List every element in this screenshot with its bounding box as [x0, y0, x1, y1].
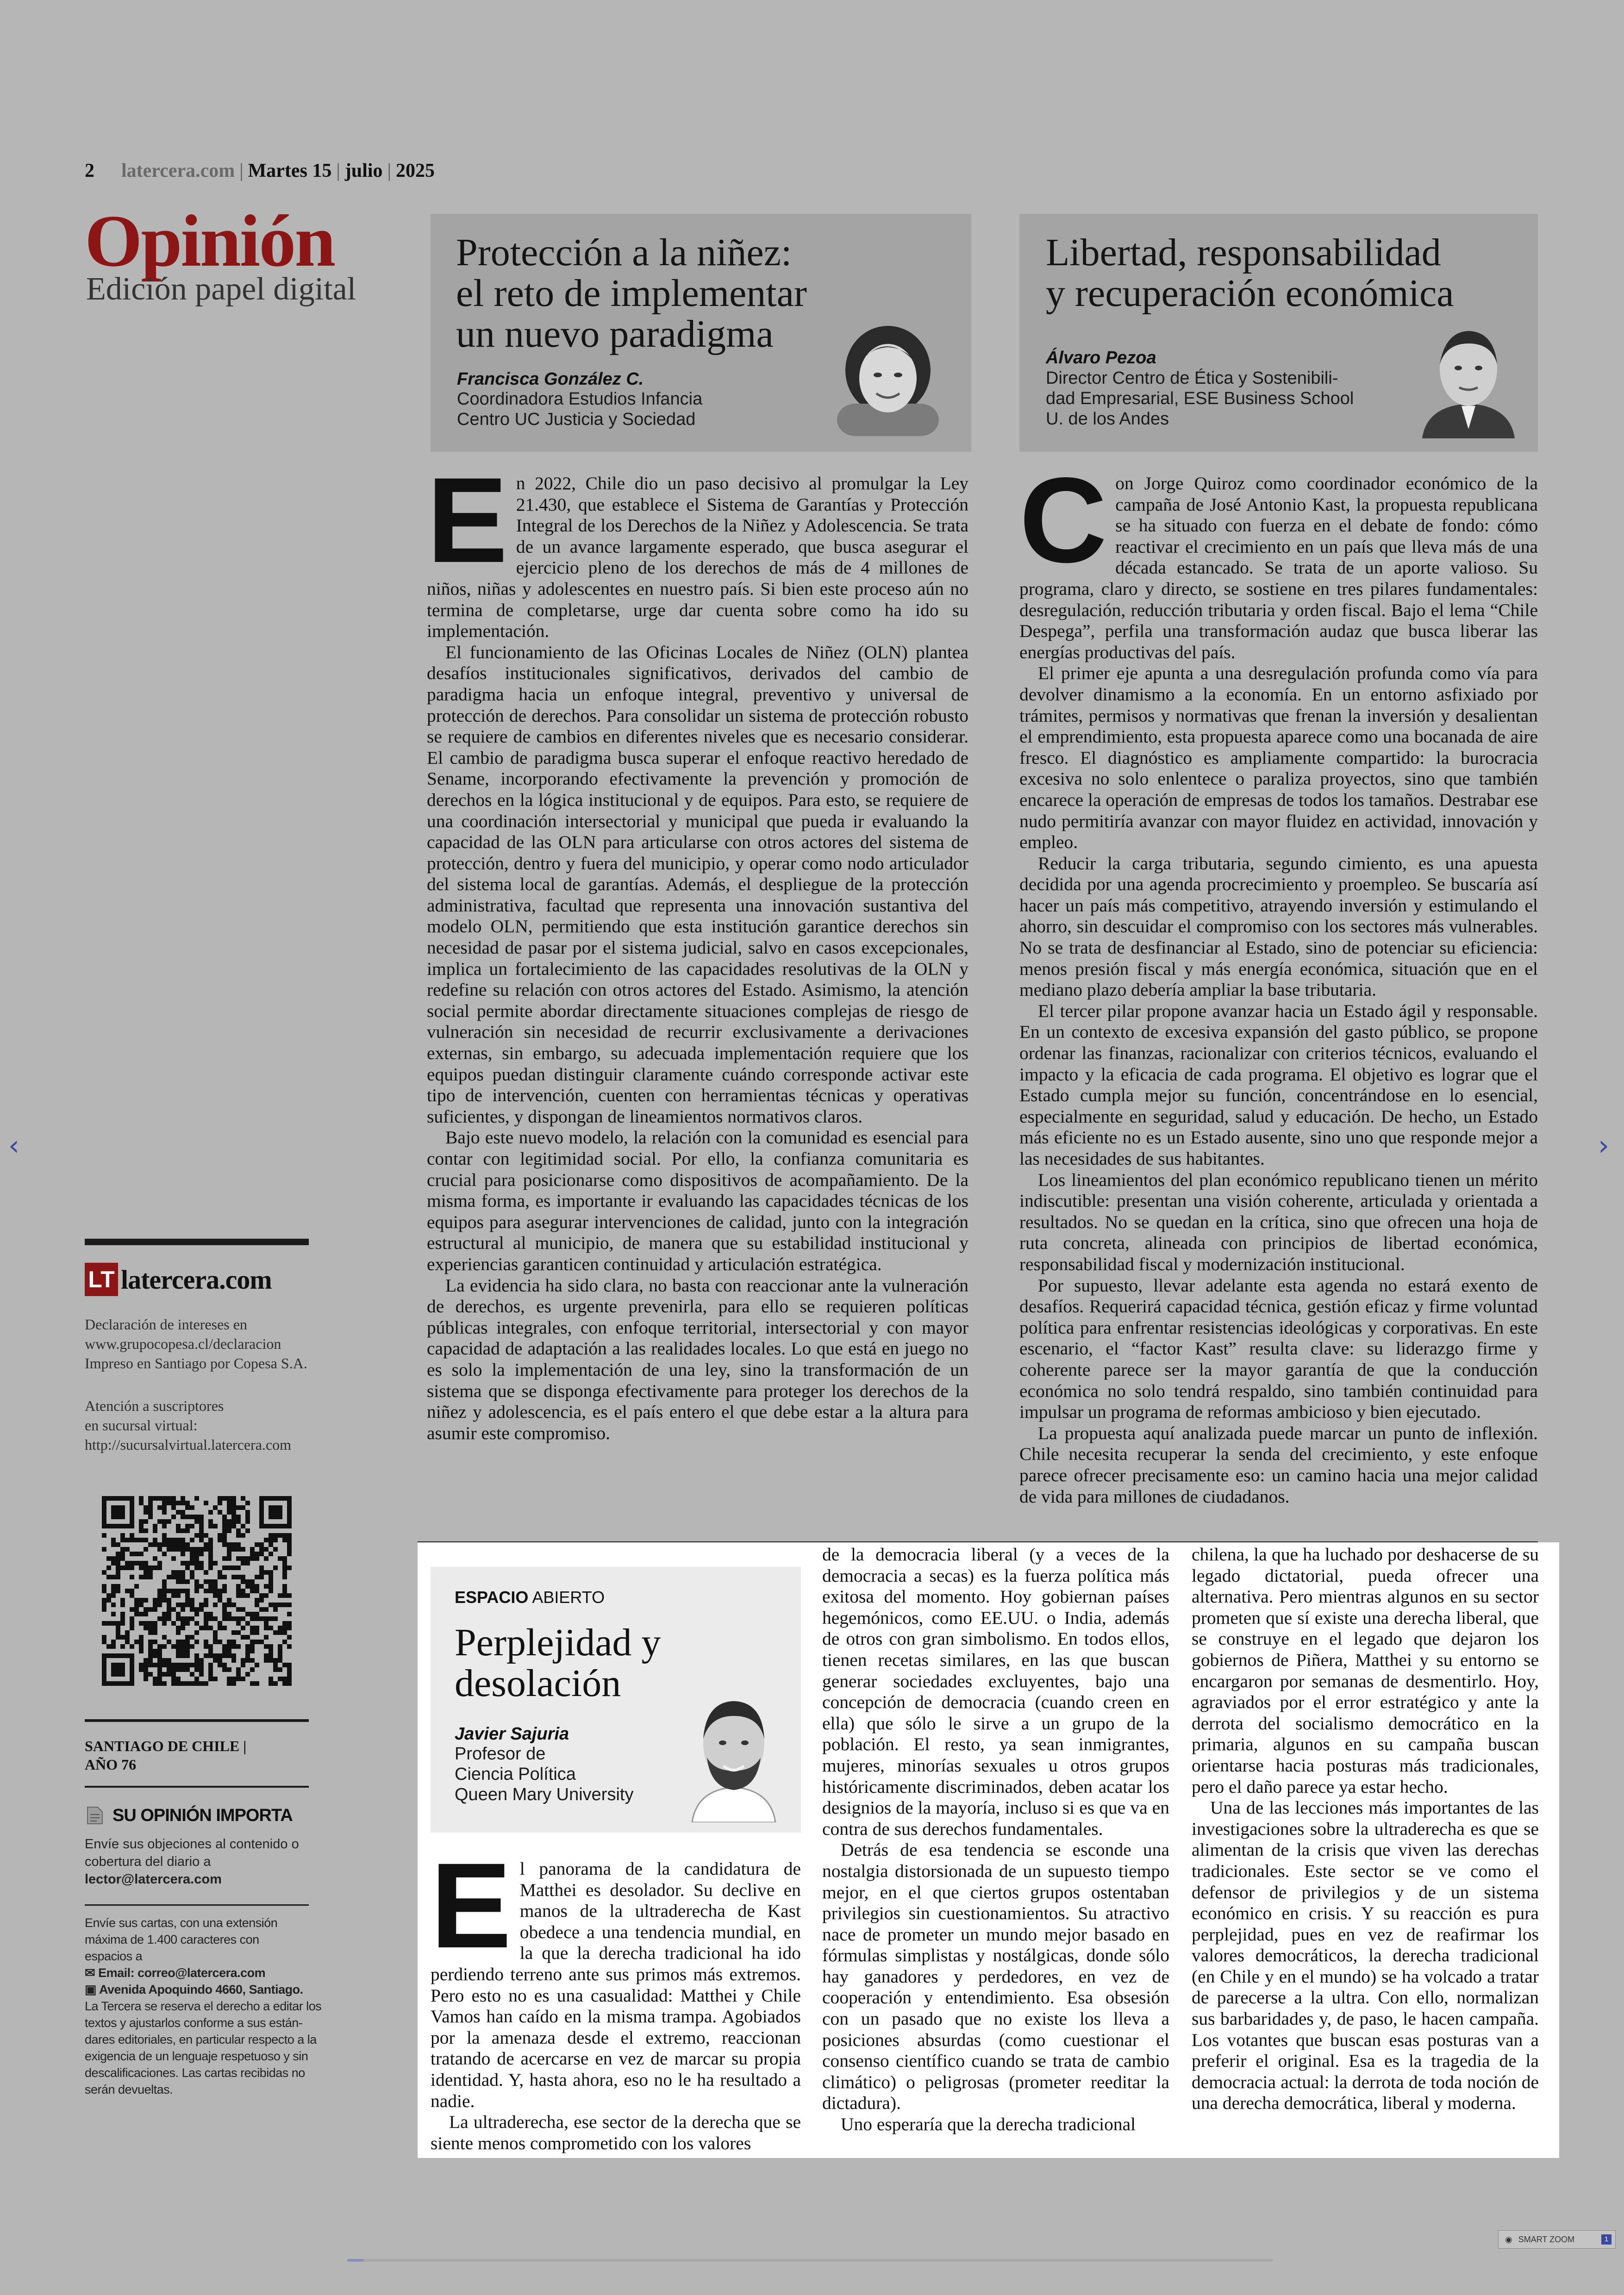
sidebar-rule: [85, 1904, 309, 1906]
subscribers-text: Atención a suscriptores en sucursal virtual: http://sucursalvirtual.latercera.com: [85, 1397, 292, 1453]
article1-author: Francisca González C.: [457, 369, 644, 389]
article1-header: [431, 214, 971, 452]
author-portrait-francisca: [828, 320, 948, 436]
smart-zoom-button[interactable]: ◉ SMART ZOOM 1: [1498, 2230, 1616, 2249]
article2-title: Libertad, responsabilidad y recuperación económica: [1046, 231, 1454, 315]
sidebar-top-rule: [85, 1239, 309, 1245]
article3-column-3: [1192, 1544, 1539, 2155]
article3-author: Javier Sajuria: [455, 1724, 569, 1744]
article2-role: Director Centro de Ética y Sostenibili- dad Empresarial, ESE Business School U. de los Andes: [1046, 368, 1354, 429]
article2-author: Álvaro Pezoa: [1046, 348, 1156, 368]
article1-role: Coordinadora Estudios Infancia Centro UC Justicia y Sociedad: [457, 389, 703, 429]
article3-header: [431, 1567, 801, 1833]
qr-code-icon[interactable]: [97, 1491, 296, 1690]
letters-address: ▣ Avenida Apoquindo 4660, Santiago.: [85, 1983, 303, 1996]
article2-paragraph: Por supuesto, llevar adelante esta agenda no estará exento de desafíos. Requerirá capacidad técnica, gestión eficaz y firme voluntad política para enfrentar resistencias ideológicas y corporativas. En este escenario, el “factor Kast” resulta clave: su liderazgo firme y coherente parece ser la mayor garantía de que la conducción económica no solo tendrá respaldo, sino también continuidad para impulsar un programa de reformas ambicioso y bien ejecutado.: [1019, 1275, 1538, 1422]
header-month: julio: [344, 160, 383, 181]
document-icon: [85, 1805, 105, 1826]
article3-title: Perplejidad y desolación: [455, 1621, 661, 1705]
page-number: 2: [85, 160, 94, 181]
drop-cap: E: [431, 1838, 512, 1973]
article3-column-2: [822, 1544, 1169, 2155]
article2-paragraph: El primer eje apunta a una desregulación profunda como vía para devolver dinamismo a la economía. En un entorno asfixiado por trámites, permisos y normativas que frenan la inversión y desalientan el emprendimiento, esta propuesta aparece como una bocanada de aire fresco. El diagnóstico es ampliamente compartido: la burocracia excesiva no solo enlentece o paraliza proyectos, sino que también encarece la operación de empresas de todos los tamaños. Destrabar ese nudo permitiría avanzar con mayor fluidez en actividad, innovación y empleo.: [1019, 663, 1538, 853]
letters-text: Envíe sus cartas, con una extensión máxima de 1.400 caracteres con espacios a ✉ Email: correo@latercera.com ▣ Avenida Apoquindo 4660, Santiago. La Tercera se reserva el derecho a editar los textos y ajustarlos conforme a sus están- dares editoriales, en particular respecto a la exigencia de un lenguaje respetuoso y sin descalificaciones. Las cartas recibidas no serán devueltas.: [85, 1916, 322, 2096]
article2-paragraph: El tercer pilar propone avanzar hacia un Estado ágil y responsable. En un contexto de excesiva expansión del gasto público, se propone ordenar las finanzas, racionalizar con criterios técnicos, evaluando el impacto y la eficacia de cada programa. El objetivo es lograr que el Estado cumpla mejor su función, concentrándose en lo esencial, especialmente en seguridad, salud y educación. De hecho, un Estado más eficiente no es un Estado ausente, sino uno que responde mejor a las necesidades de sus habitantes.: [1019, 1000, 1538, 1169]
latercera-logo: [85, 1263, 344, 1300]
city-year: SANTIAGO DE CHILE | AÑO 76: [85, 1738, 247, 1773]
page-header: 2 latercera.com | Martes 15 | julio | 2025: [85, 160, 435, 181]
article3-paragraph: La ultraderecha, ese sector de la derecha que se siente menos comprometido con los valores: [431, 2112, 801, 2153]
article3-paragraph: Detrás de esa tendencia se esconde una nostalgia distorsionada de un supuesto tiempo mejor, en el que ciertos grupos ostentaban privilegios sin cuestionamientos. Su atractivo nace de prometer un mundo mejor basado en fórmulas simplistas y nostálgicas, donde sólo hay ganadores y perdedores, en vez de cooperación y entendimiento. Esa obsesión con un pasado que no existe los lleva a posiciones absurdas (como cuestionar el consenso científico cuando se trata de cambio climático) o peligrosas (prometer reeditar la dictadura).: [822, 1840, 1169, 2114]
article2-header: [1019, 214, 1538, 452]
lt-logo-box: LT: [85, 1263, 118, 1296]
scrollbar-thumb[interactable]: [347, 2259, 364, 2262]
article1-paragraph: El funcionamiento de las Oficinas Locales de Niñez (OLN) plantea desafíos institucionales significativos, derivados del cambio de paradigma hacia un enfoque integral, preventivo y universal de protección de derechos. Para consolidar un sistema de protección robusto se requiere de cambios en diferentes niveles que es necesario considerar. El cambio de paradigma busca superar el enfoque reactivo heredado de Sename, incorporando efectivamente la prevención y promoción de derechos en la lógica institucional y de equipos. Para esto, se requiere de una coordinación intersectorial y municipal que pueda ir evaluando la capacidad de las OLN para articularse con otros actores del sistema de protección, dentro y fuera del municipio, y operar como nodo articulador del sistema local de garantías. Además, el despliegue de la protección administrativa, facultad que representa una innovación sustantiva del modelo OLN, permitiendo que esta institución garantice derechos sin necesidad de pasar por el sistema judicial, salvo en casos excepcionales, implica un fortalecimiento de las capacidades resolutivas de la OLN y redefine su relación con otros actores del Estado. Asimismo, la atención social permite abordar directamente situaciones complejas de riesgo de vulneración sin necesidad de recurrir exclusivamente a derivaciones externas, sin embargo, su adecuada implementación requiere que los equipos puedan distinguir claramente cuándo corresponde activar este tipo de intervención, cuenten con herramientas técnicas y operativas suficientes, y dispongan de lineamientos normativos claros.: [427, 642, 968, 1127]
declaration-text: Declaración de intereses en www.grupocopesa.cl/declaracion Impreso en Santiago por Copesa S.A.: [85, 1316, 307, 1372]
sidebar-rule: [85, 1786, 309, 1788]
article1-paragraph: En 2022, Chile dio un paso decisivo al promulgar la Ley 21.430, que establece el Sistema de Garantías y Protección Integral de los Derechos de la Niñez y Adolescencia. Se trata de un avance largamente esperado, que busca asegurar el ejercicio pleno de los derechos de más de 4 millones de niños, niñas y adolescentes en nuestro país. Si bien este proceso aún no termina de completarse, urge dar cuenta sobre como ha ido su implementación.: [427, 452, 968, 642]
opinion-text: Envíe sus objeciones al contenido o cobertura del diario a lector@latercera.com: [85, 1835, 299, 1888]
article1-paragraph: Bajo este nuevo modelo, la relación con la comunidad es esencial para contar con legitimidad social. Por ello, la confianza comunitaria es crucial para posicionarse como dispositivos de acompañamiento. De la misma forma, es importante ir evaluando las capacidades técnicas de los equipos para asegurar intervenciones de calidad, junto con la integración estructural al municipio, de manera que su estabilidad institucional y experiencias garanticen continuidad y articulación estratégica.: [427, 1127, 968, 1274]
article2-paragraph: Los lineamientos del plan económico republicano tienen un mérito indiscutible: presentan una visión coherente, articulada y orientada a resultados. No se quedan en la crítica, sino que ofrecen una hoja de ruta concreta, alineada con principios de libertad económica, responsabilidad fiscal y modernización institucional.: [1019, 1169, 1538, 1274]
article1-paragraph: La evidencia ha sido clara, no basta con reaccionar ante la vulneración de derechos, es urgente prevenirla, para ello se requieren políticas públicas integrales, con enfoque territorial, intersectorial y con mayor capacidad de adaptación a las realidades locales. Lo que está en juego no es solo la implementación de una ley, sino la transformación de un sistema que se disponga efectivamente para proteger los derechos de la niñez y adolescencia, es el país entero el que debe estar a la altura para asumir este compromiso.: [427, 1275, 968, 1443]
smart-zoom-badge: 1: [1601, 2234, 1612, 2245]
drop-cap: C: [1019, 452, 1107, 588]
section-subtitle: Edición papel digital: [86, 271, 356, 307]
site-name: latercera.com: [121, 160, 235, 181]
header-weekday: Martes 15: [248, 160, 332, 181]
article3-kicker: ESPACIO ABIERTO: [455, 1588, 605, 1607]
section-title: Opinión: [85, 200, 335, 282]
opinion-heading: SU OPINIÓN IMPORTA: [85, 1805, 293, 1826]
article2-paragraph: Con Jorge Quiroz como coordinador económico de la campaña de José Antonio Kast, la propuesta republicana se ha situado con fuerza en el debate de fondo: cómo reactivar el crecimiento en un país que lleva más de una década estancado. Se trata de un aporte valioso. Su programa, claro y directo, se sostiene en tres pilares fundamentales: desregulación, reducción tributaria y orden fiscal. Bajo el lema “Chile Despega”, perfila una transformación audaz que busca liberar las energías productivas del país.: [1019, 452, 1538, 662]
article3-paragraph: Uno esperaría que la derecha tradicional: [841, 2114, 1136, 2135]
article1-title: Protección a la niñez: el reto de implementar un nuevo paradigma: [456, 231, 807, 355]
article3-paragraph: chilena, la que ha luchado por deshacerse de su legado dictatorial, pueda ofrecer una alternativa. Pero mientras algunos en su sector prometen que sí existe una derecha liberal, que se construye en el legado que dejaron los gobiernos de Piñera, Matthei y su entorno se encargaron por semanas de desmentirlo. Hoy, agraviados por el error estratégico y ante la derrota del socialismo democrático en la primaria, algunos en su campaña buscan orientarse hacia posturas más tradicionales, pero el daño parece ya estar hecho.: [1192, 1544, 1539, 1797]
letters-email[interactable]: ✉ Email: correo@latercera.com: [85, 1966, 266, 1980]
article3-role: Profesor de Ciencia Política Queen Mary University: [455, 1744, 634, 1804]
sidebar-rule: [85, 1719, 309, 1722]
article1-body: [427, 452, 968, 1515]
article3-column-1: [431, 1838, 801, 2155]
previous-page-arrow-icon[interactable]: ‹: [8, 1129, 19, 1162]
article2-body: [1019, 452, 1538, 1515]
article3-paragraph: Una de las lecciones más importantes de las investigaciones sobre la ultraderecha es que se alimentan de la crisis que viven las derechas tradicionales. Este sector se ve como el defensor de privilegios y de un sistema económico en crisis. Y su reacción es pura perplejidad, pues en vez de reafirmar los valores democráticos, la derecha tradicional (en Chile y en el mundo) se ha volcado a tratar de parecerse a la ultra. Con ello, normalizan sus barbaridades y, de paso, le hacen campaña. Los votantes que buscan esas posturas van a preferir el original. Esa es la tragedia de la democracia actual: la derrota de toda noción de una derecha democrática, liberal y moderna.: [1192, 1797, 1539, 2114]
author-portrait-alvaro: [1418, 318, 1519, 438]
mailbox-icon: ▣: [85, 1983, 97, 1996]
article2-paragraph: La propuesta aquí analizada puede marcar un punto de inflexión. Chile necesita recuperar la senda del crecimiento, y este enfoque parece ofrecer precisamente eso: un camino hacia una mejor calidad de vida para millones de ciudadanos.: [1019, 1422, 1538, 1507]
eye-icon: ◉: [1505, 2235, 1512, 2244]
author-portrait-javier: [683, 1688, 785, 1822]
article3-paragraph: de la democracia liberal (y a veces de la democracia a secas) es la fuerza política más exitosa del momento. Hoy gobiernan países hegemónicos, como EE.UU. o India, además de otros con gran simbolismo. En todos ellos, tienen recetas similares, en las que buscan generar sociedades excluyentes, bajo una concepción de democracia (cuando creen en ella) que sólo le sirve a un grupo de la población. El resto, ya sean inmigrantes, mujeres, minorías sexuales u otros grupos históricamente discriminados, deben acatar los designios de la mayoría, incluso si es que va en contra de sus derechos fundamentales.: [822, 1544, 1169, 1839]
header-year: 2025: [395, 160, 435, 181]
article3-paragraph: El panorama de la candidatura de Matthei es desolador. Su declive en manos de la ultraderecha de Kast obedece a una tendencia mundial, en la que la derecha tradicional ha ido perdiendo terreno ante sus primos más extremos. Pero esto no es una casualidad: Matthei y Chile Vamos han caído en la misma trampa. Agobiados por la amenaza desde el extremo, reaccionan tratando de acercarse en vez de marcar su propia identidad. Y, hasta ahora, eso no le ha resultado a nadie.: [431, 1838, 801, 2111]
lt-logo-name: latercera.com: [121, 1264, 272, 1295]
drop-cap: E: [427, 452, 508, 588]
article2-paragraph: Reducir la carga tributaria, segundo cimiento, es una apuesta decidida por una agenda procrecimiento y proempleo. Se buscaría así hacer un país más competitivo, atrayendo inversión y estimulando el ahorro, sin descuidar el compromiso con los sectores más vulnerables. No se trata de desfinanciar al Estado, sino de potenciar su eficiencia: menos presión fiscal y más energía económica, situación que en el mediano plazo debería ampliar la base tributaria.: [1019, 853, 1538, 1000]
page-scrollbar[interactable]: [347, 2259, 1273, 2262]
next-page-arrow-icon[interactable]: ›: [1598, 1129, 1609, 1162]
mail-icon: ✉: [85, 1966, 95, 1980]
opinion-email[interactable]: lector@latercera.com: [85, 1872, 222, 1887]
